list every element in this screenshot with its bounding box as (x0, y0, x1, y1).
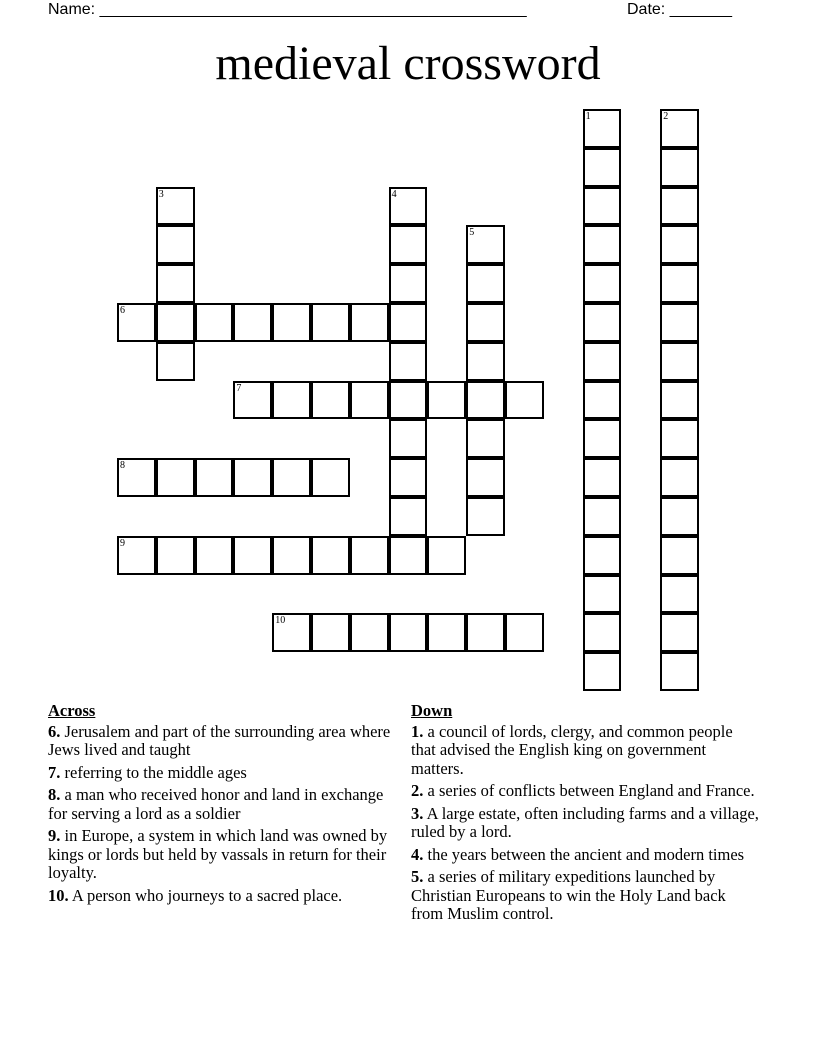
grid-cell[interactable] (389, 613, 428, 652)
grid-cell[interactable] (272, 458, 311, 497)
grid-cell[interactable] (311, 381, 350, 420)
grid-cell[interactable] (660, 652, 699, 691)
grid-cell[interactable] (195, 458, 234, 497)
clue-text: a man who received honor and land in exchange for serving a lord as a soldier (48, 785, 384, 823)
grid-cell[interactable] (195, 303, 234, 342)
page-title: medieval crossword (215, 37, 601, 90)
grid-cell[interactable] (660, 148, 699, 187)
down-clue (411, 805, 761, 842)
grid-cell[interactable] (466, 613, 505, 652)
grid-cell[interactable] (117, 458, 156, 497)
across-clues (48, 702, 398, 909)
grid-cell[interactable] (660, 613, 699, 652)
grid-cell[interactable] (660, 381, 699, 420)
clue-text: Jerusalem and part of the surrounding area where Jews lived and taught (48, 721, 391, 759)
grid-cell[interactable] (389, 303, 428, 342)
grid-cell[interactable] (660, 342, 699, 381)
grid-cell[interactable] (117, 536, 156, 575)
grid-cell[interactable] (350, 536, 389, 575)
grid-cell[interactable] (660, 575, 699, 614)
grid-cell[interactable] (350, 381, 389, 420)
clue-number: 4. (411, 844, 424, 864)
grid-cell[interactable] (466, 458, 505, 497)
across-clue (48, 723, 398, 760)
grid-cell[interactable] (389, 381, 428, 420)
grid-cell[interactable] (583, 419, 622, 458)
grid-cell[interactable] (466, 342, 505, 381)
grid-cell[interactable] (233, 303, 272, 342)
clue-number-label: 5 (469, 227, 475, 239)
grid-cell[interactable] (583, 497, 622, 536)
grid-cell[interactable] (311, 536, 350, 575)
clue-number: 7. (48, 762, 61, 782)
grid-cell[interactable] (272, 613, 311, 652)
grid-cell[interactable] (389, 264, 428, 303)
grid-cell[interactable] (195, 536, 234, 575)
clue-text: a council of lords, clergy, and common people that advised the English king on government matters. (411, 721, 733, 778)
grid-cell[interactable] (311, 303, 350, 342)
grid-cell[interactable] (427, 613, 466, 652)
grid-cell[interactable] (272, 536, 311, 575)
grid-cell[interactable] (117, 303, 156, 342)
across-clue (48, 764, 398, 783)
grid-cell[interactable] (660, 264, 699, 303)
grid-cell[interactable] (660, 419, 699, 458)
grid-cell[interactable] (350, 613, 389, 652)
grid-cell[interactable] (660, 109, 699, 148)
clue-number-label: 8 (120, 460, 125, 472)
grid-cell[interactable] (583, 303, 622, 342)
grid-cell[interactable] (505, 381, 544, 420)
grid-cell[interactable] (156, 264, 195, 303)
down-clue (411, 782, 761, 801)
grid-cell[interactable] (311, 458, 350, 497)
grid-cell[interactable] (156, 225, 195, 264)
clue-number: 2. (411, 781, 424, 800)
grid-cell[interactable] (583, 381, 622, 420)
grid-cell[interactable] (389, 497, 428, 536)
clue-number-label: 6 (120, 305, 125, 316)
grid-cell[interactable] (660, 187, 699, 226)
clue-number-label: 10 (275, 615, 286, 627)
grid-cell[interactable] (233, 458, 272, 497)
grid-cell[interactable] (466, 303, 505, 342)
down-clue (411, 868, 761, 924)
clue-text: A large estate, often including farms and a village, ruled by a lord. (411, 803, 759, 841)
down-clue (411, 723, 761, 779)
across-clue (48, 786, 398, 823)
grid-cell[interactable] (583, 148, 622, 187)
clue-text: a series of conflicts between England and France. (423, 781, 755, 800)
grid-cell[interactable] (233, 381, 272, 420)
grid-cell[interactable] (466, 419, 505, 458)
grid-cell[interactable] (272, 303, 311, 342)
across-heading: Across (48, 701, 96, 720)
grid-cell[interactable] (466, 264, 505, 303)
across-clue (48, 887, 398, 906)
grid-cell[interactable] (660, 458, 699, 497)
grid-cell[interactable] (156, 187, 195, 226)
grid-cell[interactable] (156, 342, 195, 381)
grid-cell[interactable] (311, 613, 350, 652)
grid-cell[interactable] (660, 303, 699, 342)
clue-text: in Europe, a system in which land was owned by kings or lords but held by vassals in return for their loyalty. (48, 826, 388, 882)
clue-number: 5. (411, 867, 424, 886)
grid-cell[interactable] (583, 575, 622, 614)
grid-cell[interactable] (583, 187, 622, 226)
date-field: Date: _______ (627, 1, 732, 18)
grid-cell[interactable] (389, 187, 428, 226)
grid-cell[interactable] (583, 652, 622, 691)
clue-number: 8. (48, 785, 61, 804)
clue-number: 9. (48, 826, 61, 845)
grid-cell[interactable] (350, 303, 389, 342)
grid-cell[interactable] (156, 303, 195, 342)
grid-cell[interactable] (389, 225, 428, 264)
name-field: Name: ________________________________________________ (48, 1, 527, 18)
grid-cell[interactable] (466, 497, 505, 536)
down-clues (411, 702, 761, 928)
clue-number: 10. (48, 885, 69, 905)
grid-cell[interactable] (156, 458, 195, 497)
clue-number: 3. (411, 803, 424, 823)
clue-number-label: 9 (120, 537, 125, 549)
grid-cell[interactable] (427, 381, 466, 420)
grid-cell[interactable] (583, 225, 622, 264)
grid-cell[interactable] (583, 613, 622, 652)
clue-number-label: 2 (663, 111, 669, 122)
grid-cell[interactable] (156, 536, 195, 575)
clue-number-label: 4 (391, 188, 397, 200)
down-clue (411, 846, 761, 865)
grid-cell[interactable] (583, 109, 622, 148)
clue-number-label: 1 (585, 111, 591, 122)
grid-cell[interactable] (389, 419, 428, 458)
clue-text: A person who journeys to a sacred place. (68, 885, 343, 905)
clue-number: 1. (411, 721, 424, 741)
grid-cell[interactable] (389, 458, 428, 497)
clue-number-label: 3 (158, 188, 164, 200)
grid-cell[interactable] (505, 613, 544, 652)
down-heading: Down (411, 701, 453, 720)
grid-cell[interactable] (583, 264, 622, 303)
grid-cell[interactable] (389, 536, 428, 575)
across-clue (48, 827, 398, 883)
grid-cell[interactable] (466, 381, 505, 420)
clue-number: 6. (48, 721, 61, 741)
grid-cell[interactable] (583, 536, 622, 575)
grid-cell[interactable] (233, 536, 272, 575)
clue-text: the years between the ancient and modern times (423, 844, 745, 864)
clue-number-label: 7 (236, 382, 242, 394)
grid-cell[interactable] (389, 342, 428, 381)
clue-text: a series of military expeditions launched by Christian Europeans to win the Holy Land back from Muslim control. (411, 867, 726, 923)
grid-cell[interactable] (583, 342, 622, 381)
grid-cell[interactable] (272, 381, 311, 420)
grid-cell[interactable] (466, 225, 505, 264)
grid-cell[interactable] (660, 536, 699, 575)
grid-cell[interactable] (660, 225, 699, 264)
grid-cell[interactable] (427, 536, 466, 575)
clue-text: referring to the middle ages (60, 762, 247, 782)
grid-cell[interactable] (583, 458, 622, 497)
grid-cell[interactable] (660, 497, 699, 536)
